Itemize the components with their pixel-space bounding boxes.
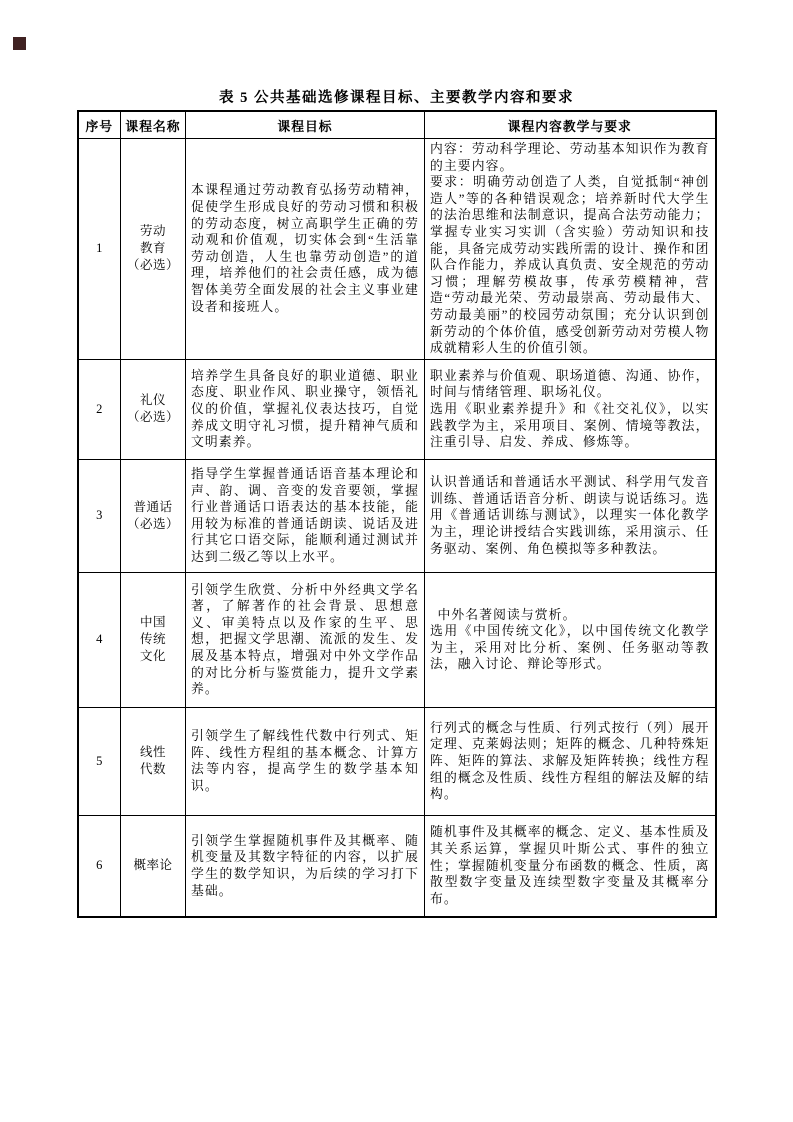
cell-course-name — [121, 572, 186, 707]
cell-course-name — [121, 139, 186, 360]
cell-course-goal — [186, 707, 425, 815]
header-course-content: 课程内容教学与要求 — [425, 111, 716, 139]
cell-course-name — [121, 459, 186, 572]
course-content-paragraph: 内容：劳动科学理论、劳动基本知识作为教育的主要内容。 — [430, 142, 710, 173]
cell-course-content — [425, 139, 716, 360]
course-goal-text: 引领学生了解线性代数中行列式、矩阵、线性方程组的基本概念、计算方法等内容，提高学生的数学基本知识。 — [191, 729, 419, 793]
course-content-paragraph: 行列式的概念与性质、行列式按行（列）展开定理、克莱姆法则；矩阵的概念、几种特殊矩阵、矩阵的算法、求解及矩阵转换；线性方程组的概念及性质、线性方程组的解法及解的结构。 — [430, 720, 710, 802]
page-corner-mark — [13, 37, 26, 50]
course-content-paragraph: 要求：明确劳动创造了人类，自觉抵制“神创造人”等的各种错误观念；培养新时代大学生的法治思维和法制意识，提高合法劳动能力；掌握专业实习实训（含实验）劳动知识和技能，具备完成劳动实践所需的设计、操作和团队合作能力，养成认真负责、安全规范的劳动习惯；理解劳模故事，传承劳模精神，营造“劳动最光荣、劳动最崇高、劳动最伟大、劳动最美丽”的校园劳动氛围；充分认识到创新劳动的个体价值，感受创新劳动对劳模人物成就精彩人生的价值引领。 — [430, 175, 710, 356]
header-seq-no: 序号 — [78, 111, 121, 139]
table-row — [78, 359, 716, 459]
course-content-paragraph: 随机事件及其概率的概念、定义、基本性质及其关系运算，掌握贝叶斯公式、事件的独立性；掌握随机变量分布函数的概念、性质，离散型数字变量及连续型数字变量及其概率分布。 — [430, 825, 710, 906]
cell-course-content — [425, 359, 716, 459]
cell-seq-no: 5 — [78, 707, 121, 815]
course-content-paragraph: 职业素养与价值观、职场道德、沟通、协作，时间与情绪管理、职场礼仪。 — [430, 368, 710, 400]
header-course-goal: 课程目标 — [186, 111, 425, 139]
course-name-line: 文化 — [139, 649, 166, 664]
cell-seq-no: 3 — [78, 459, 121, 572]
course-goal-text: 引领学生掌握随机事件及其概率、随机变量及其数字特征的内容，以扩展学生的数学知识，为后续的学习打下基础。 — [191, 833, 419, 898]
course-name-line: 线性 — [139, 745, 166, 760]
cell-seq-no: 6 — [78, 815, 121, 917]
course-goal-text: 培养学生具备良好的职业道德、职业态度、职业作风、职业操守，领悟礼仪的价值，掌握礼仪表达技巧，自觉养成文明守礼习惯，提升精神气质和文明素养。 — [191, 368, 419, 450]
cell-course-content — [425, 815, 716, 917]
cell-course-content — [425, 459, 716, 572]
course-name-line: 普通话 — [133, 499, 173, 514]
course-name-line: 代数 — [139, 762, 166, 777]
course-name-line: （必选） — [126, 258, 179, 273]
course-content-paragraph: 中外名著阅读与赏析。 — [430, 607, 577, 622]
course-goal-text: 引领学生欣赏、分析中外经典文学名著，了解著作的社会背景、思想意义、审美特点以及作家的生平、思想，把握文学思潮、流派的发生、发展及基本特点，增强对中外文学作品的对比分析与鉴赏能力，提升文学素养。 — [191, 582, 419, 697]
course-name-line: （必选） — [126, 516, 179, 531]
cell-course-name — [121, 707, 186, 815]
cell-course-goal — [186, 815, 425, 917]
course-goal-text: 指导学生掌握普通话语音基本理论和声、韵、调、音变的发音要领，掌握行业普通话口语表达的基本技能，能用较为标准的普通话朗读、说话及进行其它口语交际，能顺利通过测试并达到二级乙等以上水平。 — [191, 466, 419, 564]
course-name-line: 礼仪 — [139, 393, 166, 408]
table-title: 表 5 公共基础选修课程目标、主要教学内容和要求 — [219, 90, 574, 106]
cell-course-name — [121, 359, 186, 459]
course-content-paragraph: 选用《中国传统文化》，以中国传统文化教学为主，采用对比分析、案例、任务驱动等教法，融入讨论、辩论等形式。 — [430, 624, 710, 672]
cell-course-goal — [186, 459, 425, 572]
cell-seq-no: 2 — [78, 359, 121, 459]
cell-course-content — [425, 707, 716, 815]
cell-course-goal — [186, 572, 425, 707]
cell-seq-no: 4 — [78, 572, 121, 707]
course-content-paragraph: 选用《职业素养提升》和《社交礼仪》，以实践教学为主，采用项目、案例、情境等教法，注重引导、启发、养成、修炼等。 — [430, 401, 710, 450]
course-name-line: 中国 — [139, 615, 166, 630]
course-name-line: 教育 — [139, 241, 166, 256]
table-row — [78, 139, 716, 360]
course-name-line: 概率论 — [133, 858, 173, 873]
course-content-paragraph: 认识普通话和普通话水平测试、科学用气发音训练、普通话语音分析、朗读与说话练习。选用《普通话训练与测试》，以理实一体化教学为主，理论讲授结合实践训练，采用演示、任务驱动、案例、角色模拟等多种教法。 — [430, 475, 710, 556]
cell-course-content — [425, 572, 716, 707]
course-name-line: 传统 — [139, 632, 166, 647]
table-row — [78, 459, 716, 572]
header-course-name: 课程名称 — [121, 111, 186, 139]
course-goal-text: 本课程通过劳动教育弘扬劳动精神，促使学生形成良好的劳动习惯和积极的劳动态度，树立高职学生正确的劳动观和价值观，切实体会到“生活靠劳动创造，人生也靠劳动创造”的道理，培养他们的社会责任感，成为德智体美劳全面发展的社会主义事业建设者和接班人。 — [191, 183, 419, 314]
table-header-row — [78, 111, 716, 139]
table-row — [78, 572, 716, 707]
cell-course-goal — [186, 139, 425, 360]
cell-course-name — [121, 815, 186, 917]
cell-course-goal — [186, 359, 425, 459]
course-table — [77, 110, 717, 918]
table-row — [78, 707, 716, 815]
course-name-line: 劳动 — [139, 224, 166, 239]
table-row — [78, 815, 716, 917]
cell-seq-no: 1 — [78, 139, 121, 360]
course-name-line: （必选） — [126, 410, 179, 425]
